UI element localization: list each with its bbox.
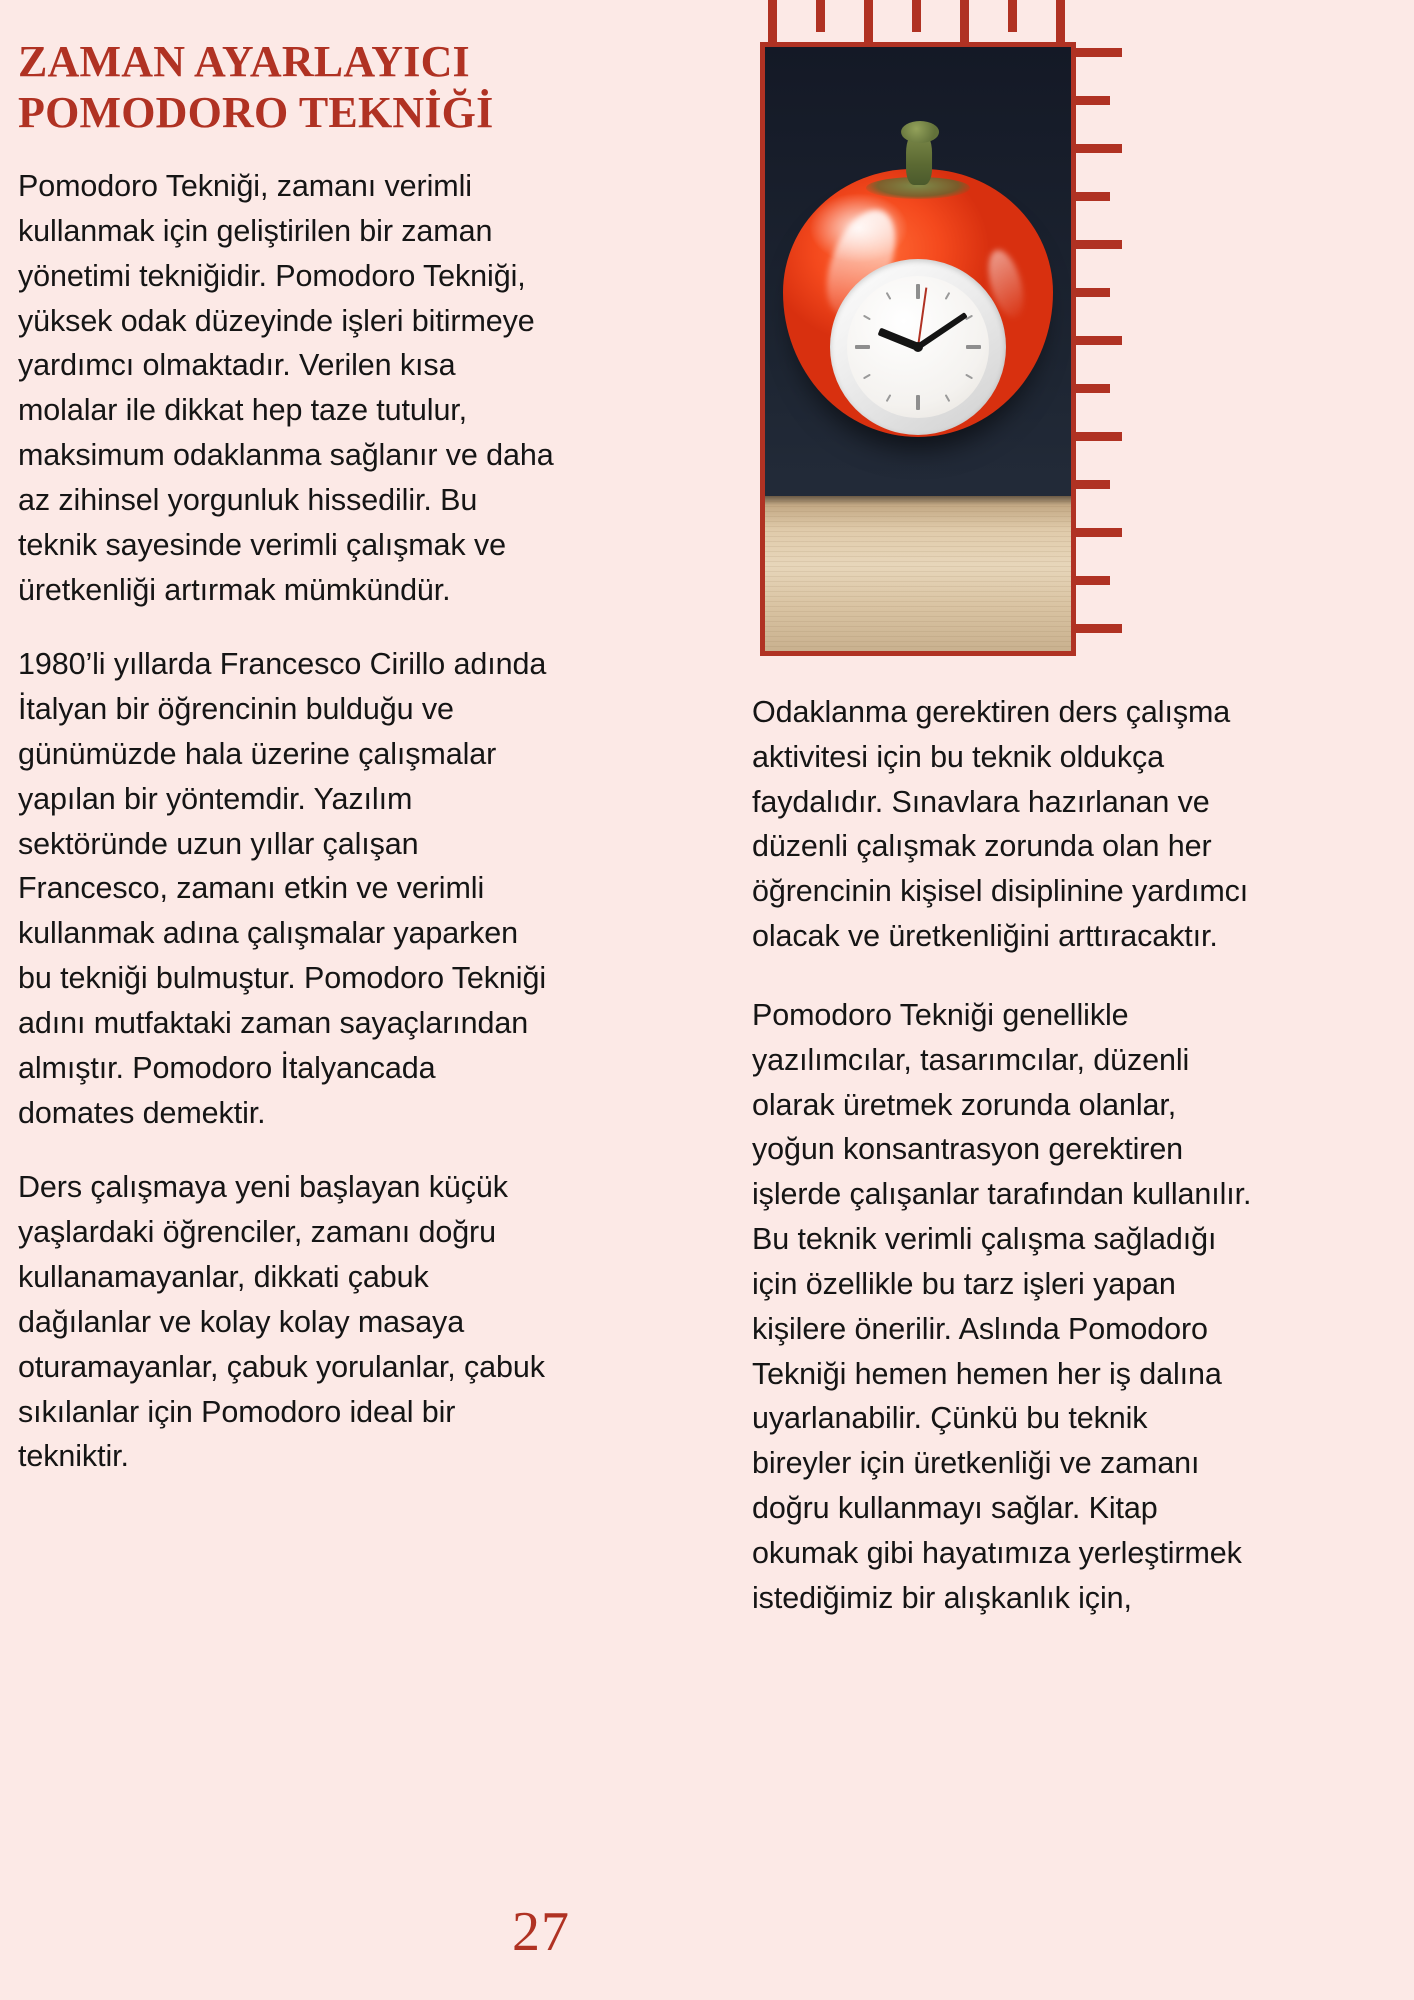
right-paragraph-2: Pomodoro Tekniği genellikle yazılımcılar, tasarımcılar, düzenli olarak üretmek zorunda olanlar, yoğun konsantrasyon gerektiren işlerde çalışanlar tarafından kullanılır. Bu teknik verimli çalışma sağladığı için özellikle bu tarz işleri yapan kişilere önerilir. Aslında Pomodoro Tekniği hemen hemen her iş dalına uyarlanabilir. Çünkü bu teknik bireyler için üretkenliği ve zamanı doğru kullanmayı sağlar. Kitap okumak gibi hayatımıza yerleştirmek istediğimiz bir alışkanlık için, xyxy=(752,997,1252,1615)
ruler-tick-top xyxy=(912,0,921,32)
clock-tick-12 xyxy=(916,284,920,299)
left-paragraph-1: Pomodoro Tekniği, zamanı verimli kullanmak için geliştirilen bir zaman yönetimi tekniğidir. Pomodoro Tekniği, yüksek odak düzeyinde işleri bitirmeye yardımcı olmaktadır. Verilen kısa molalar ile dikkat hep taze tutulur, maksimum odaklanma sağlanır ve daha az zihinsel yorgunluk hissedilir. Bu teknik sayesinde verimli çalışmak ve üretkenliği artırmak mümkündür. xyxy=(18,169,554,607)
clock-tick-11 xyxy=(886,292,892,300)
title-line-1: ZAMAN AYARLAYICI xyxy=(18,37,470,86)
photo-frame xyxy=(760,42,1076,656)
clock-bezel xyxy=(830,259,1006,435)
ruler-tick-right xyxy=(1076,96,1110,105)
left-paragraph-3: Ders çalışmaya yeni başlayan küçük yaşlardaki öğrenciler, zamanı doğru kullanamayanlar, dikkati çabuk dağılanlar ve kolay kolay masaya oturamayanlar, çabuk yorulanlar, çabuk sıkılanlar için Pomodoro ideal bir tekniktir. xyxy=(18,1170,545,1474)
ruler-tick-right xyxy=(1076,48,1122,57)
ruler-top-decoration xyxy=(760,0,1076,42)
ruler-right-decoration xyxy=(1076,42,1414,656)
ruler-tick-right xyxy=(1076,240,1122,249)
clock-face xyxy=(847,276,989,418)
ruler-tick-right xyxy=(1076,528,1122,537)
ruler-tick-right xyxy=(1076,192,1110,201)
ruler-tick-right xyxy=(1076,576,1110,585)
clock-tick-8 xyxy=(863,374,871,380)
clock-tick-6 xyxy=(916,395,920,410)
clock-tick-3 xyxy=(966,345,981,349)
tomato-stem xyxy=(906,131,932,185)
ruler-tick-top xyxy=(816,0,825,32)
ruler-tick-top xyxy=(864,0,873,42)
clock-tick-10 xyxy=(863,315,871,321)
ruler-tick-right xyxy=(1076,336,1122,345)
clock-tick-7 xyxy=(886,394,892,402)
left-paragraph-2: 1980’li yıllarda Francesco Cirillo adında İtalyan bir öğrencinin bulduğu ve günümüzde hala üzerine çalışmalar yapılan bir yöntemdir. Yazılım sektöründe uzun yıllar çalışan Francesco, zamanı etkin ve verimli kullanmak adına çalışmalar yaparken bu tekniği bulmuştur. Pomodoro Tekniği adını mutfaktaki zaman sayaçlarından almıştır. Pomodoro İtalyancada domates demektir. xyxy=(18,647,547,1130)
ruler-tick-right xyxy=(1076,432,1122,441)
clock-tick-5 xyxy=(945,394,951,402)
photo-block xyxy=(760,42,1076,656)
clock-center-cap xyxy=(913,342,923,352)
clock-tick-4 xyxy=(965,374,973,380)
clock-tick-1 xyxy=(945,292,951,300)
clock-tick-9 xyxy=(855,345,870,349)
ruler-tick-top xyxy=(1056,0,1065,42)
photo-wooden-table xyxy=(765,496,1071,651)
ruler-tick-top xyxy=(1008,0,1017,32)
ruler-tick-right xyxy=(1076,384,1110,393)
ruler-tick-top xyxy=(768,0,777,42)
page-title xyxy=(18,36,558,138)
ruler-tick-right xyxy=(1076,624,1122,633)
left-column xyxy=(18,36,558,1479)
right-paragraph-1: Odaklanma gerektiren ders çalışma aktivitesi için bu teknik oldukça faydalıdır. Sınavlara hazırlanan ve düzenli çalışmak zorunda olan her öğrencinin kişisel disiplinine yardımcı olacak ve üretkenliğini arttıracaktır. xyxy=(752,695,1249,954)
ruler-tick-top xyxy=(960,0,969,42)
clock-minute-hand xyxy=(916,312,967,349)
right-column xyxy=(752,690,1252,1655)
title-line-2: POMODORO TEKNİĞİ xyxy=(18,88,494,138)
ruler-tick-right xyxy=(1076,288,1110,297)
page-number: 27 xyxy=(512,1901,570,1963)
ruler-tick-right xyxy=(1076,480,1110,489)
ruler-tick-right xyxy=(1076,144,1122,153)
